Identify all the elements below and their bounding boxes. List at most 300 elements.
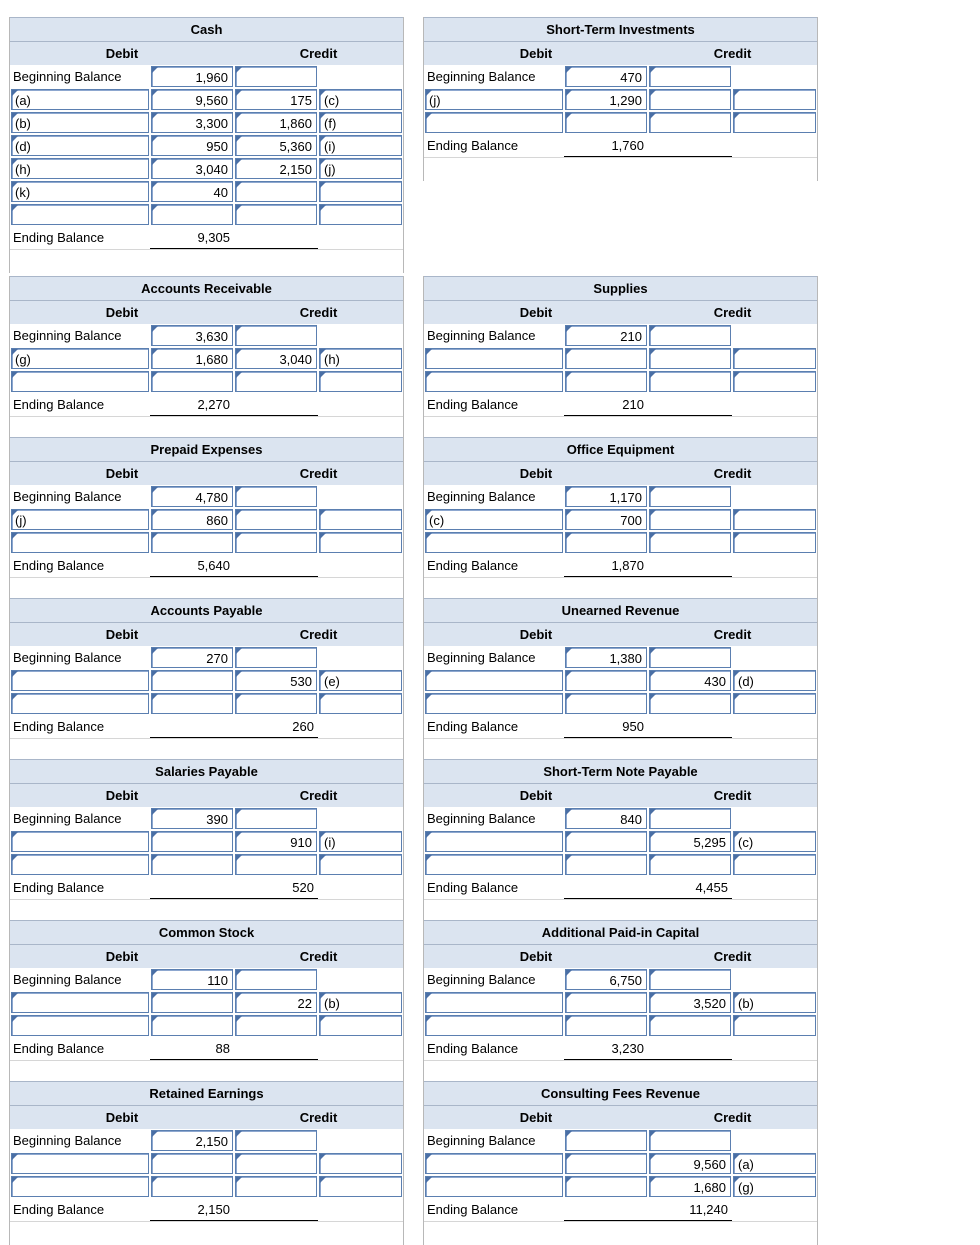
beginning-balance-row [424,968,817,991]
debit-reference-select[interactable]: (h) [11,158,149,179]
entry-row [10,203,403,226]
credit-reference-select[interactable]: (i) [319,135,402,156]
debit-reference-select[interactable] [11,1015,149,1036]
ending-credit-value: 11,240 [648,1198,732,1221]
debit-reference-select[interactable] [425,348,563,369]
debit-amount-input[interactable] [151,831,233,852]
debit-amount-input[interactable] [151,1015,233,1036]
debit-header: Debit [519,466,553,481]
credit-reference-select[interactable]: (c) [319,89,402,110]
entry-row [424,531,817,554]
ending-balance-row [424,393,817,416]
beginning-balance-label: Beginning Balance [427,972,536,987]
entry-row [424,830,817,853]
account-title: Salaries Payable [10,759,403,783]
credit-reference-select[interactable]: (f) [319,112,402,133]
credit-amount-input[interactable] [235,509,317,530]
credit-header: Credit [713,305,752,320]
debit-amount-input[interactable]: 3,040 [151,158,233,179]
credit-amount-input[interactable] [235,204,317,225]
ending-balance-row [10,715,403,738]
entry-row [10,1014,403,1037]
ending-debit-value: 1,760 [564,134,648,157]
ending-credit-value [648,1037,732,1060]
entry-row [424,692,817,715]
entry-row [10,531,403,554]
account-title: Additional Paid-in Capital [424,920,817,944]
credit-header: Credit [299,1110,338,1125]
debit-credit-header [10,300,403,324]
ending-balance-row [424,1037,817,1060]
ending-balance-label: Ending Balance [427,397,519,412]
credit-amount-input[interactable] [649,89,731,110]
spacer-row [10,1221,403,1245]
ending-balance-row [10,554,403,577]
credit-reference-select[interactable] [319,1176,402,1197]
t-account [423,1081,818,1245]
debit-header: Debit [105,949,139,964]
ending-balance-row [10,876,403,899]
debit-reference-select[interactable] [11,371,149,392]
credit-reference-select[interactable] [733,112,816,133]
credit-amount-input[interactable]: 430 [649,670,731,691]
ending-debit-value: 950 [564,715,648,738]
entry-row [10,370,403,393]
credit-amount-input[interactable] [649,1015,731,1036]
ending-balance-row [424,1198,817,1221]
debit-reference-select[interactable] [425,112,563,133]
credit-amount-input[interactable]: 1,680 [649,1176,731,1197]
debit-amount-input[interactable] [151,992,233,1013]
beginning-balance-label: Beginning Balance [13,811,122,826]
beginning-credit-input[interactable] [649,1130,731,1151]
beginning-debit-input[interactable]: 390 [151,808,233,829]
debit-reference-select[interactable] [11,693,149,714]
credit-amount-input[interactable] [235,1015,317,1036]
account-title: Common Stock [10,920,403,944]
credit-reference-select[interactable] [733,854,816,875]
ending-credit-value [234,1037,318,1060]
debit-reference-select[interactable] [11,204,149,225]
beginning-credit-input[interactable] [235,1130,317,1151]
beginning-debit-input[interactable]: 470 [565,66,647,87]
beginning-credit-input[interactable] [649,325,731,346]
debit-reference-select[interactable]: (a) [11,89,149,110]
debit-header: Debit [519,788,553,803]
debit-amount-input[interactable] [565,1176,647,1197]
debit-amount-input[interactable] [565,371,647,392]
beginning-credit-input[interactable] [235,969,317,990]
account-title: Short-Term Investments [424,17,817,41]
ending-balance-label: Ending Balance [427,1041,519,1056]
credit-amount-input[interactable]: 910 [235,831,317,852]
ending-debit-value [150,715,234,738]
ending-credit-value [648,554,732,577]
credit-reference-select[interactable]: (b) [733,992,816,1013]
ending-debit-value: 9,305 [150,226,234,249]
ending-balance-row [424,134,817,157]
debit-reference-select[interactable] [11,1153,149,1174]
beginning-credit-input[interactable] [235,66,317,87]
debit-amount-input[interactable]: 700 [565,509,647,530]
credit-reference-select[interactable] [319,509,402,530]
debit-amount-input[interactable] [565,532,647,553]
ending-balance-label: Ending Balance [13,1041,105,1056]
account-title: Cash [10,17,403,41]
debit-reference-select[interactable] [425,992,563,1013]
credit-amount-input[interactable]: 3,520 [649,992,731,1013]
credit-header: Credit [299,305,338,320]
entry-row [424,1014,817,1037]
debit-amount-input[interactable] [151,1176,233,1197]
debit-reference-select[interactable] [425,1015,563,1036]
debit-reference-select[interactable]: (j) [425,89,563,110]
credit-header: Credit [299,949,338,964]
ending-balance-label: Ending Balance [13,719,105,734]
beginning-credit-input[interactable] [235,325,317,346]
ending-credit-value [234,226,318,249]
credit-amount-input[interactable]: 3,040 [235,348,317,369]
credit-reference-select[interactable]: (h) [319,348,402,369]
ending-credit-value: 260 [234,715,318,738]
beginning-balance-label: Beginning Balance [13,69,122,84]
debit-amount-input[interactable] [151,670,233,691]
debit-reference-select[interactable] [425,371,563,392]
ending-balance-label: Ending Balance [427,880,519,895]
credit-reference-select[interactable]: (a) [733,1153,816,1174]
debit-amount-input[interactable] [565,112,647,133]
credit-reference-select[interactable]: (g) [733,1176,816,1197]
debit-reference-select[interactable] [425,831,563,852]
account-title: Consulting Fees Revenue [424,1081,817,1105]
credit-amount-input[interactable] [649,348,731,369]
beginning-debit-input[interactable]: 1,170 [565,486,647,507]
debit-amount-input[interactable] [565,992,647,1013]
credit-amount-input[interactable] [649,854,731,875]
debit-reference-select[interactable] [425,854,563,875]
entry-row [424,1175,817,1198]
credit-amount-input[interactable] [235,854,317,875]
debit-header: Debit [519,305,553,320]
entry-row [10,692,403,715]
debit-reference-select[interactable] [11,831,149,852]
credit-reference-select[interactable]: (c) [733,831,816,852]
beginning-credit-input[interactable] [649,647,731,668]
ending-balance-label: Ending Balance [427,138,519,153]
beginning-credit-input[interactable] [235,647,317,668]
ending-balance-label: Ending Balance [13,558,105,573]
ending-credit-value: 4,455 [648,876,732,899]
credit-header: Credit [713,949,752,964]
beginning-debit-input[interactable]: 1,960 [151,66,233,87]
debit-credit-header [10,622,403,646]
debit-reference-select[interactable]: (k) [11,181,149,202]
t-account [9,17,404,273]
debit-reference-select[interactable] [425,670,563,691]
ending-balance-row [424,876,817,899]
account-title: Office Equipment [424,437,817,461]
debit-credit-header [424,944,817,968]
beginning-balance-row [10,1129,403,1152]
debit-reference-select[interactable]: (g) [11,348,149,369]
t-account [9,276,404,440]
credit-amount-input[interactable]: 530 [235,670,317,691]
debit-reference-select[interactable]: (d) [11,135,149,156]
ending-credit-value [234,554,318,577]
credit-reference-select[interactable] [733,509,816,530]
entry-row [10,508,403,531]
debit-amount-input[interactable] [151,1153,233,1174]
credit-amount-input[interactable] [235,532,317,553]
credit-amount-input[interactable] [649,371,731,392]
credit-amount-input[interactable]: 1,860 [235,112,317,133]
credit-reference-select[interactable]: (d) [733,670,816,691]
credit-header: Credit [713,788,752,803]
debit-amount-input[interactable] [565,1153,647,1174]
beginning-balance-label: Beginning Balance [13,972,122,987]
t-account [9,598,404,762]
ending-credit-value [234,393,318,416]
beginning-debit-input[interactable]: 270 [151,647,233,668]
credit-reference-select[interactable] [733,348,816,369]
ending-debit-value: 2,150 [150,1198,234,1221]
debit-credit-header [10,41,403,65]
debit-header: Debit [105,1110,139,1125]
entry-row [10,991,403,1014]
credit-amount-input[interactable]: 175 [235,89,317,110]
credit-amount-input[interactable] [649,693,731,714]
ending-credit-value [648,134,732,157]
beginning-balance-row [10,807,403,830]
debit-credit-header [10,783,403,807]
credit-header: Credit [299,466,338,481]
credit-reference-select[interactable] [319,181,402,202]
credit-reference-select[interactable] [319,854,402,875]
ending-credit-value [648,715,732,738]
beginning-debit-input[interactable]: 3,630 [151,325,233,346]
beginning-credit-input[interactable] [649,486,731,507]
credit-reference-select[interactable] [733,532,816,553]
beginning-balance-label: Beginning Balance [427,1133,536,1148]
beginning-balance-row [10,324,403,347]
credit-amount-input[interactable] [649,112,731,133]
beginning-debit-input[interactable]: 1,380 [565,647,647,668]
ending-balance-row [10,226,403,249]
ending-debit-value: 2,270 [150,393,234,416]
t-account [9,759,404,923]
ending-balance-label: Ending Balance [427,1202,519,1217]
ending-balance-row [424,715,817,738]
account-title: Accounts Payable [10,598,403,622]
credit-reference-select[interactable] [319,371,402,392]
debit-reference-select[interactable]: (c) [425,509,563,530]
credit-reference-select[interactable]: (i) [319,831,402,852]
credit-reference-select[interactable] [733,371,816,392]
debit-credit-header [10,944,403,968]
debit-header: Debit [519,949,553,964]
debit-credit-header [424,41,817,65]
debit-amount-input[interactable] [565,854,647,875]
credit-amount-input[interactable]: 5,360 [235,135,317,156]
debit-header: Debit [105,627,139,642]
debit-amount-input[interactable] [151,854,233,875]
beginning-balance-label: Beginning Balance [13,1133,122,1148]
beginning-credit-input[interactable] [649,969,731,990]
debit-amount-input[interactable]: 9,560 [151,89,233,110]
beginning-balance-row [10,968,403,991]
credit-reference-select[interactable]: (e) [319,670,402,691]
beginning-debit-input[interactable]: 6,750 [565,969,647,990]
credit-reference-select[interactable] [319,204,402,225]
credit-reference-select[interactable]: (b) [319,992,402,1013]
credit-reference-select[interactable] [319,693,402,714]
credit-reference-select[interactable] [733,693,816,714]
credit-header: Credit [299,788,338,803]
ending-debit-value: 88 [150,1037,234,1060]
debit-amount-input[interactable]: 1,680 [151,348,233,369]
ending-debit-value: 3,230 [564,1037,648,1060]
account-title: Short-Term Note Payable [424,759,817,783]
credit-reference-select[interactable]: (j) [319,158,402,179]
entry-row [424,669,817,692]
ending-debit-value: 5,640 [150,554,234,577]
debit-amount-input[interactable] [151,204,233,225]
credit-amount-input[interactable] [235,693,317,714]
beginning-balance-row [424,1129,817,1152]
spacer-row [424,1221,817,1245]
account-title: Accounts Receivable [10,276,403,300]
debit-amount-input[interactable] [151,532,233,553]
debit-credit-header [424,1105,817,1129]
credit-header: Credit [299,627,338,642]
ending-credit-value [234,1198,318,1221]
entry-row [10,853,403,876]
beginning-debit-input[interactable]: 4,780 [151,486,233,507]
entry-row [10,347,403,370]
debit-header: Debit [105,305,139,320]
credit-reference-select[interactable] [733,1015,816,1036]
beginning-debit-input[interactable]: 110 [151,969,233,990]
debit-reference-select[interactable] [425,1176,563,1197]
credit-amount-input[interactable]: 22 [235,992,317,1013]
debit-amount-input[interactable] [151,693,233,714]
entry-row [10,830,403,853]
credit-header: Credit [713,46,752,61]
debit-credit-header [10,1105,403,1129]
t-account [423,276,818,440]
entry-row [10,111,403,134]
beginning-debit-input[interactable]: 210 [565,325,647,346]
credit-amount-input[interactable]: 5,295 [649,831,731,852]
credit-amount-input[interactable]: 2,150 [235,158,317,179]
beginning-debit-input[interactable]: 2,150 [151,1130,233,1151]
ending-debit-value [564,876,648,899]
beginning-balance-row [10,485,403,508]
debit-reference-select[interactable] [425,532,563,553]
debit-amount-input[interactable] [565,348,647,369]
beginning-debit-input[interactable] [565,1130,647,1151]
account-title: Prepaid Expenses [10,437,403,461]
beginning-credit-input[interactable] [235,808,317,829]
debit-amount-input[interactable] [565,693,647,714]
debit-amount-input[interactable] [565,1015,647,1036]
beginning-credit-input[interactable] [649,66,731,87]
ending-debit-value: 1,870 [564,554,648,577]
entry-row [424,370,817,393]
debit-amount-input[interactable] [151,371,233,392]
debit-amount-input[interactable] [565,670,647,691]
debit-amount-input[interactable]: 40 [151,181,233,202]
entry-row [424,347,817,370]
entry-row [424,853,817,876]
debit-reference-select[interactable] [425,1153,563,1174]
credit-reference-select[interactable] [319,532,402,553]
credit-header: Credit [299,46,338,61]
credit-amount-input[interactable] [649,532,731,553]
t-account [423,598,818,762]
debit-reference-select[interactable] [11,670,149,691]
debit-reference-select[interactable] [11,1176,149,1197]
debit-amount-input[interactable] [565,831,647,852]
beginning-balance-label: Beginning Balance [13,489,122,504]
credit-amount-input[interactable] [235,181,317,202]
credit-amount-input[interactable] [235,1176,317,1197]
debit-credit-header [424,300,817,324]
debit-reference-select[interactable]: (j) [11,509,149,530]
beginning-balance-row [424,324,817,347]
debit-amount-input[interactable]: 1,290 [565,89,647,110]
entry-row [10,180,403,203]
credit-amount-input[interactable] [649,509,731,530]
debit-reference-select[interactable] [11,854,149,875]
debit-header: Debit [519,627,553,642]
debit-header: Debit [105,46,139,61]
account-title: Unearned Revenue [424,598,817,622]
debit-reference-select[interactable] [11,992,149,1013]
beginning-balance-label: Beginning Balance [13,328,122,343]
credit-amount-input[interactable]: 9,560 [649,1153,731,1174]
entry-row [10,88,403,111]
entry-row [424,111,817,134]
debit-amount-input[interactable]: 3,300 [151,112,233,133]
beginning-credit-input[interactable] [649,808,731,829]
beginning-balance-row [424,485,817,508]
credit-reference-select[interactable] [319,1153,402,1174]
ending-balance-row [10,1037,403,1060]
t-account [423,759,818,923]
credit-header: Credit [713,627,752,642]
beginning-credit-input[interactable] [235,486,317,507]
ending-balance-label: Ending Balance [13,880,105,895]
ending-balance-label: Ending Balance [427,558,519,573]
debit-credit-header [10,461,403,485]
beginning-balance-label: Beginning Balance [427,69,536,84]
ending-credit-value [648,393,732,416]
debit-amount-input[interactable]: 950 [151,135,233,156]
debit-reference-select[interactable] [425,693,563,714]
entry-row [424,991,817,1014]
credit-reference-select[interactable] [319,1015,402,1036]
credit-reference-select[interactable] [733,89,816,110]
credit-amount-input[interactable] [235,1153,317,1174]
credit-amount-input[interactable] [235,371,317,392]
debit-header: Debit [519,46,553,61]
debit-reference-select[interactable]: (b) [11,112,149,133]
beginning-debit-input[interactable]: 840 [565,808,647,829]
debit-amount-input[interactable]: 860 [151,509,233,530]
beginning-balance-label: Beginning Balance [427,489,536,504]
debit-reference-select[interactable] [11,532,149,553]
